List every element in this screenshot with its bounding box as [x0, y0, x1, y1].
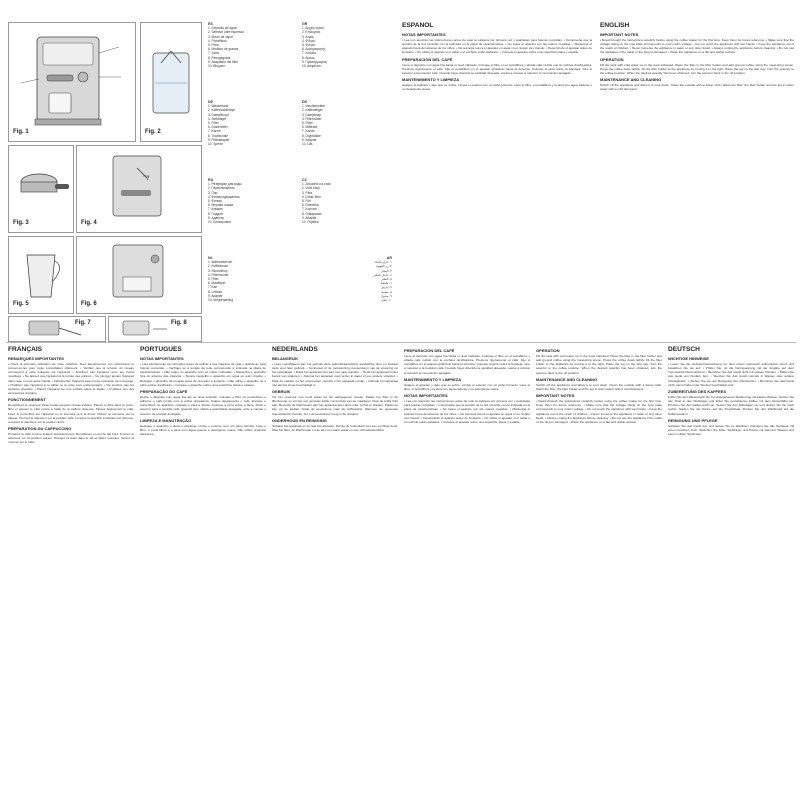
legend-item: 5. Filter [302, 121, 313, 126]
figure-1 [8, 22, 136, 142]
legend-item: 7. Jarra [208, 51, 219, 56]
legend-es [208, 22, 298, 68]
legend-item: 4. Φίλτρο [302, 38, 316, 43]
section-heading: WICHTIGE HINWEISE [668, 356, 709, 361]
legend-item: 5. Filter [208, 277, 219, 282]
figure-3 [8, 145, 74, 233]
legend-item: 6. Dosierlöffel [208, 125, 228, 130]
figure-2 [140, 22, 202, 142]
section-divider [6, 342, 796, 343]
column-title: ENGLISH [600, 22, 630, 29]
legend-item: ٨. صينية [381, 289, 392, 294]
section-body: Fill the tank with cold water up to the level indicated. Place the filter in the filter holder and add ground coffee using the measuring spoon. Press the coffee down lightly. Fit the filter holder to the appliance by turning it to the right. Place the jug on the drip tray. Turn the selector to the coffee position. When the desired quantity has been obtained, turn the selector back to the off position. [536, 354, 662, 375]
water-tank-illustration [141, 23, 201, 141]
text-column-en-upper [600, 22, 794, 340]
legend-item: 10. Блокировка [208, 220, 231, 225]
section-heading: PREPARACIÓN DEL CAFÉ [402, 56, 453, 62]
legend-item: 2. Koffiekeuze [208, 264, 229, 269]
legend-dk [302, 100, 392, 146]
legend-item: 6. Medidor de granos [208, 47, 239, 52]
legend-item: 7. Kande [302, 129, 315, 134]
legend-item: 3. Stoomknop [208, 268, 228, 273]
legend-item: 2. Επιλογέας [302, 30, 321, 35]
text-column-fr [8, 346, 134, 796]
legend-item: 3. Pára [302, 190, 313, 195]
legend-item: ١. خزان الماء [374, 260, 392, 265]
legend-item: 3. Botón de vapor [208, 34, 234, 39]
legend-item: 6. Maatlepel [208, 281, 226, 286]
section-heading: ONDERHOUD EN REINIGING [272, 417, 327, 423]
legend-item: 2. Переключатель [208, 186, 235, 191]
legend-lang: CZ [302, 178, 307, 182]
legend-lang: ES [208, 22, 213, 26]
column-title: PORTUGUES [140, 346, 182, 353]
figure-label: Fig. 7 [75, 320, 91, 326]
legend-item: 1. Waterreservoir [208, 260, 233, 265]
legend-item: 1. Δοχείο νερού [302, 26, 324, 31]
legend-item: 4. Siebträger [208, 116, 227, 121]
legend-item: 8. Поддон [208, 211, 223, 216]
figure-4 [76, 145, 202, 233]
text-column-de [668, 346, 794, 796]
legend-item: 9. Adaptér [302, 215, 317, 220]
section-body: Fill the tank with cold water up to the level indicated. Place the filter in the filter holder and add ground coffee using the measuring spoon. Press the coffee down lightly. Fit the filter holder to the appliance by turning it to the right. Place the jug on the drip tray. Turn the selector to the coffee position. When the desired quantity has been obtained, turn the selector back to the off position. [600, 62, 794, 75]
legend-item: 10. Sperre [208, 142, 223, 147]
section-heading: NOTAS IMPORTANTES [404, 393, 448, 399]
legend-item: 1. Depósito de agua [208, 26, 237, 31]
legend-item: 9. Adapter [302, 137, 317, 142]
legend-lang: GR [302, 22, 308, 26]
legend-item: ٣. البخار [381, 268, 392, 273]
text-column-nl [272, 346, 398, 796]
figure-5 [8, 236, 74, 314]
figure-7 [8, 316, 106, 342]
legend-item: 4. Filterhouder [208, 272, 229, 277]
legend-gr [302, 22, 392, 68]
section-heading: IMPORTANT NOTES [600, 32, 639, 37]
figure-label: Fig. 8 [171, 320, 187, 326]
section-body: Llene el depósito con agua fría hasta el nivel indicado. Coloque el filtro en el portafiltros y añada café molido con la cuchara dosificadora. Presione ligeramente el café. Fije el portafiltros en el aparato girándolo hacia la derecha. Coloque la jarra sobre la bandeja. Gire el selector a la posición café. Cuando haya obtenido la cantidad deseada, vuelva a colocar el selector en la posición apagado. [402, 62, 592, 75]
cleaning-illustration [109, 317, 201, 341]
figure-label: Fig. 2 [145, 129, 161, 135]
section-heading: MAINTENANCE AND CLEANING [536, 376, 598, 382]
legend-item: ١٠. قفل [381, 298, 392, 303]
legend-lang: RU [208, 178, 214, 182]
section-body: Schakel het apparaat uit en laat het afkoelen. Reinig de buitenkant met een vochtige doek. Was het filter, de filterhouder en de kan met warm water en een mild afwasmiddel. [272, 423, 398, 432]
legend-item: 1. Wassertank [208, 104, 229, 109]
legend-item: 9. Adaptador del filtro [208, 59, 239, 64]
legend-item: ٥. الفلتر [381, 277, 392, 282]
legend-item: 3. Dampknap [302, 112, 321, 117]
section-heading: PREPARAÇÃO DO CAFÉ [140, 388, 188, 394]
legend-item: 3. Ατμός [302, 34, 314, 39]
figure-6 [76, 236, 202, 314]
column-title: ESPAÑOL [402, 22, 434, 29]
legend-item: 6. Δοσομετρητής [302, 47, 326, 52]
section-body: • Leia atentamente as instruções antes de utilizar a sua máquina de café e guarde-as para futuras consultas. • Verifique se a tensão da rede corresponde à indicada na placa de características. • Não toque no aparelho com as mãos molhadas. • Mantenha o aparelho fora do alcance das crianças. • Nunca mergulhe o aparelho em água ou outro líquido. • Desligue o aparelho da tomada antes de proceder à limpeza. • Não utilize o aparelho se o cabo estiver danificado. • Coloque o aparelho sobre uma superfície plana e estável. [140, 362, 266, 387]
legend-item: 5. Filter [208, 121, 219, 126]
legend-item: 6. Мерная ложка [208, 203, 233, 208]
legend-item: 6. Måleske [302, 125, 318, 130]
section-body: • Avant la première utilisation de votre cafetière, lisez attentivement ces instructions et conservez-les pour toute consultation ultérieure. • Vérifiez que la tension du réseau correspond à celle indiquée sur l'appareil. • N'utilisez pas l'appareil avec les mains mouillées. • Ne laissez pas l'appareil à la portée des enfants. • Ne plongez jamais l'appareil dans l'eau ou tout autre liquide. • Débranchez l'appareil avant toute opération de nettoyage. • N'utilisez pas l'appareil si le câble ou la prise sont endommagés. • Ne touchez pas les surfaces chaudes. • Placez l'appareil sur une surface plane et stable. • N'utilisez que des accessoires d'origine. [8, 362, 134, 396]
legend-item: 7. Kanne [208, 129, 221, 134]
legend-item: 3. Пар [208, 190, 218, 195]
legend-lang: DE [208, 100, 213, 104]
section-heading: REINIGUNG UND PFLEGE [668, 417, 718, 423]
espresso-machine-illustration [9, 23, 135, 141]
figure-label: Fig. 4 [81, 220, 97, 226]
legend-cz [302, 178, 392, 224]
legend-lang: DK [302, 100, 308, 104]
section-body: Füllen Sie den Wassertank bis zur angegebenen Markierung mit kaltem Wasser. Setzen Sie den Filter in den Siebträger und füllen Sie gemahlenen Kaffee mit dem Dosierlöffel ein. Drücken Sie den Kaffee leicht an. Setzen Sie den Siebträger ein und drehen Sie ihn nach rechts. Stellen Sie die Kanne auf die Tropfschale. Drehen Sie den Wahlknopf auf die Kaffeeposition. [668, 394, 794, 416]
legend-item: 4. Portafiltros [208, 38, 227, 43]
legend-item: 3. Dampfknopf [208, 112, 229, 117]
legend-item: 10. Bloqueo [208, 64, 226, 69]
legend-item: 4. Фильтродержатель [208, 194, 240, 199]
legend-item: 4. Filterholder [302, 116, 322, 121]
section-heading: GEBRUIK [272, 388, 291, 394]
legend-item: 2. Kaffevælger [302, 108, 323, 113]
section-body: Remplissez le réservoir d'eau froide jusqu'au niveau indiqué. Placez le filtre dans le porte-filtre et ajoutez le café moulu à l'aide de la cuillère doseuse. Tassez légèrement le café. Fixez le porte-filtre sur l'appareil en le tournant vers la droite. Placez la verseuse sur la plaque. Tournez le sélecteur sur la position café. Lorsque la quantité souhaitée est obtenue, remettez le sélecteur sur la position arrêt. [8, 403, 134, 424]
figure-label: Fig. 1 [13, 129, 29, 135]
legend-item: 1. Zásobník na vodu [302, 182, 331, 187]
section-body: Switch off the appliance and allow it to cool down. Clean the outside with a damp cloth. Wash the filter, the filter holder and the jug in warm water with a mild detergent. [536, 382, 662, 391]
column-title: DEUTSCH [668, 346, 700, 353]
section-heading: PREPARACIÓN DEL CAFÉ [404, 348, 455, 353]
legend-item: 7. Konvice [302, 207, 317, 212]
legend-item: 10. Ασφάλεια [302, 64, 321, 69]
legend-item: 8. Δίσκος [302, 55, 316, 60]
legend-item: 2. Volič kávy [302, 186, 320, 191]
legend-item: 1. Vandbeholder [302, 104, 326, 109]
section-heading: LIMPEZA E MANUTENÇÃO [140, 417, 192, 423]
text-column-pt [140, 346, 266, 796]
section-heading: PRÉPARATION DU CAPPUCCINO [8, 426, 72, 432]
legend-lang: NL [208, 256, 213, 260]
legend-item: 9. Filteradapter [208, 137, 230, 142]
column-title: NEDERLANDS [272, 346, 318, 353]
section-heading: MANTENIMIENTO Y LIMPIEZA [404, 376, 462, 382]
column-title: FRANÇAIS [8, 346, 43, 353]
figure-label: Fig. 5 [13, 301, 29, 307]
section-body: Desligue o aparelho e deixe-o arrefecer. Limpe o exterior com um pano húmido. Lave o filtro, o porta-filtros e a jarra com água quente e detergente suave. Não utilize produtos abrasivos. [140, 423, 266, 437]
section-body: • Lea con atención las instrucciones antes de usar la cafetera por primera vez y guárdelas para futuras consultas. • Compruebe que la tensión de la red coincide con la indicada en la placa de características. • No toque el aparato con las manos mojadas. • Mantenga el aparato fuera del alcance de los niños. • No sumerja nunca el aparato en agua ni en ningún otro líquido. • Desenchufe el aparato antes de limpiarlo. • No utilice el aparato si el cable o el enchufe están dañados. • Coloque el aparato sobre una superficie plana y estable. [404, 399, 530, 424]
section-heading: OPERATION [536, 348, 560, 353]
legend-item: 2. Selector café espresso [208, 30, 244, 35]
legend-nl [208, 256, 298, 302]
legend-item: 7. Κανάτα [302, 51, 316, 56]
legend-item: ٦. ملعقة [380, 281, 392, 286]
legend-item: 8. Tropfschale [208, 133, 229, 138]
legend-lang: AR [386, 256, 392, 260]
legend-item: 2. Kaffeewahlknopf [208, 108, 236, 113]
figure-8 [108, 316, 202, 342]
section-heading: FONCTIONNEMENT [8, 397, 46, 403]
legend-item: 5. Φίλτρο [302, 43, 316, 48]
legend-item: ٢. زر القهوة [376, 264, 392, 269]
section-body: • Lesen Sie die Gebrauchsanweisung vor dem ersten Gebrauch aufmerksam durch und bewahren Sie sie auf. • Prüfen Sie, ob die Netzspannung mit der Angabe auf dem Typenschild übereinstimmt. • Berühren Sie das Gerät nicht mit nassen Händen. • Halten Sie das Gerät von Kindern fern. • Tauchen Sie das Gerät niemals in Wasser oder andere Flüssigkeiten. • Ziehen Sie vor der Reinigung den Netzstecker. • Benutzen Sie das Gerät nicht, wenn Kabel oder Stecker beschädigt sind. [668, 362, 794, 387]
section-heading: OPERATION [600, 56, 624, 62]
legend-item: 5. Filtro [208, 43, 219, 48]
section-body: • Read through the instructions carefully before using the coffee maker for the first time. Keep them for future reference. • Make sure that the voltage rating on the type plate corresponds to your mains voltage. • Do not touch the appliance with wet hands. • Keep the appliance out of the reach of children. • Never immerse the appliance in water or any other liquid. • Always unplug the appliance before cleaning. • Do not use the appliance if the cable or the plug is damaged. • Place the appliance on a flat and stable surface. [536, 399, 662, 424]
section-body: Apague el aparato y deje que se enfríe. Limpie el exterior con un paño húmedo. Lave el filtro, el portafiltros y la jarra con agua caliente y un detergente suave. [404, 382, 530, 391]
figure-label: Fig. 3 [13, 220, 29, 226]
legend-ar [302, 256, 392, 302]
section-body: Encha o depósito com água fria até ao nível indicado. Coloque o filtro no porta-filtros e adicione o café moído com a colher doseadora. Calque ligeiramente o café. Encaixe o porta-filtros no aparelho, rodando-o para a direita. Coloque a jarra sobre a base. Rode o selector para a posição café. Quando tiver obtido a quantidade desejada, volte a colocar o selector na posição desligado. [140, 394, 266, 416]
section-heading: MAINTENANCE AND CLEANING [600, 77, 662, 83]
legend-ru [208, 178, 298, 224]
section-heading: NOTAS IMPORTANTES [402, 32, 446, 37]
section-body: Switch off the appliance and allow it to cool down. Clean the outside with a damp cloth. Wash the filter, the filter holder and the jug in warm water with a mild detergent. [600, 83, 794, 92]
section-heading: MANTENIMIENTO Y LIMPIEZA [402, 77, 460, 83]
section-body: Vul het reservoir met koud water tot het aangegeven niveau. Plaats het filter in de filterhouder en vul het met gemalen koffie met behulp van de maatlepel. Druk de koffie licht aan. Bevestig de filterhouder aan het apparaat door deze naar rechts te draaien. Plaats de kan op de lekbak. Draai de keuzeknop naar de koffiestand. Wanneer de gewenste hoeveelheid is bereikt, zet u de keuzeknop terug in de uitstand. [272, 394, 398, 416]
legend-item: 6. Odměrka [302, 203, 319, 208]
legend-item: 7. Kan [208, 285, 218, 290]
section-heading: REMARQUES IMPORTANTES [8, 356, 64, 361]
section-body: • Lea con atención las instrucciones antes de usar la cafetera por primera vez y guárdelas para futuras consultas. • Compruebe que la tensión de la red coincide con la indicada en la placa de características. • No toque el aparato con las manos mojadas. • Mantenga el aparato fuera del alcance de los niños. • No sumerja nunca el aparato en agua ni en ningún otro líquido. • Desenchufe el aparato antes de limpiarlo. • No utilice el aparato si el cable o el enchufe están dañados. • Coloque el aparato sobre una superficie plana y estable. [402, 38, 592, 55]
section-body: Préparez le café comme indiqué précédemment. Remplissez un pot de lait froid. Tournez le sélecteur sur la position vapeur. Plongez la buse dans le lait et faites mousser. Versez la mousse sur le café. [8, 432, 134, 445]
legend-item: 10. Pojistka [302, 220, 319, 225]
section-body: Apague el aparato y deje que se enfríe. Limpie el exterior con un paño húmedo. Lave el filtro, el portafiltros y la jarra con agua caliente y un detergente suave. [402, 83, 592, 92]
text-column-en-lower [536, 346, 662, 796]
legend-item: 9. Адаптер [208, 215, 224, 220]
section-body: Schalten Sie das Gerät aus und lassen Sie es abkühlen. Reinigen Sie das Gehäuse mit einem feuchten Tuch. Waschen Sie Filter, Siebträger und Kanne mit warmem Wasser und einem milden Spülmittel. [668, 423, 794, 437]
legend-de [208, 100, 298, 146]
section-body: • Read through the instructions carefully before using the coffee maker for the first time. Keep them for future reference. • Make sure that the voltage rating on the type plate corresponds to your mains voltage. • Do not touch the appliance with wet hands. • Keep the appliance out of the reach of children. • Never immerse the appliance in water or any other liquid. • Always unplug the appliance before cleaning. • Do not use the appliance if the cable or the plug is damaged. • Place the appliance on a flat and stable surface. [600, 38, 794, 55]
legend-item: ٧. إبريق [381, 285, 392, 290]
legend-item: 9. Adapter [208, 293, 223, 298]
section-body: • Lees voorafgaand aan het gebruik deze gebruiksaanwijzing aandachtig door en bewaar deze voor later gebruik. • Controleer of de netspanning overeenkomt met de spanning op het typeplaatje. • Raak het apparaat niet aan met natte handen. • Houd het apparaat buiten bereik van kinderen. • Dompel het apparaat nooit onder in water of een andere vloeistof. • Haal de stekker uit het stopcontact voordat u het apparaat reinigt. • Gebruik het apparaat niet als het snoer beschadigd is. [272, 362, 398, 387]
legend-item: ٩. محول [380, 293, 392, 298]
legend-item: 4. Držák filtru [302, 194, 321, 199]
legend-item: 9. Προσαρμογέας [302, 59, 328, 64]
section-body: Llene el depósito con agua fría hasta el nivel indicado. Coloque el filtro en el portafiltros y añada café molido con la cuchara dosificadora. Presione ligeramente el café. Fije el portafiltros en el aparato girándolo hacia la derecha. Coloque la jarra sobre la bandeja. Gire el selector a la posición café. Cuando haya obtenido la cantidad deseada, vuelva a colocar el selector en la posición apagado. [404, 354, 530, 375]
legend-item: 8. Lekbak [208, 289, 222, 294]
section-heading: ZUBEREITUNG DES KAFFEES [668, 388, 727, 394]
text-column-es-upper [402, 22, 592, 340]
legend-item: 10. Vergrendeling [208, 298, 233, 303]
section-heading: IMPORTANT NOTES [536, 393, 575, 399]
section-heading: BELANGRIJK [272, 356, 299, 361]
figure-label: Fig. 6 [81, 301, 97, 307]
legend-item: 5. Фильтр [208, 199, 223, 204]
section-heading: NOTAS IMPORTANTES [140, 356, 184, 361]
legend-item: ٤. حامل الفلتر [373, 272, 392, 277]
legend-item: 1. Резервуар для воды [208, 182, 242, 187]
legend-item: 8. Recogegotas [208, 55, 231, 60]
legend-item: 7. Кувшин [208, 207, 223, 212]
legend-item: 10. Lås [302, 142, 313, 147]
legend-item: 8. Drypbakke [302, 133, 321, 138]
text-column-es-lower [404, 346, 530, 796]
legend-item: 8. Odkapávač [302, 211, 322, 216]
legend-item: 5. Filtr [302, 199, 311, 204]
